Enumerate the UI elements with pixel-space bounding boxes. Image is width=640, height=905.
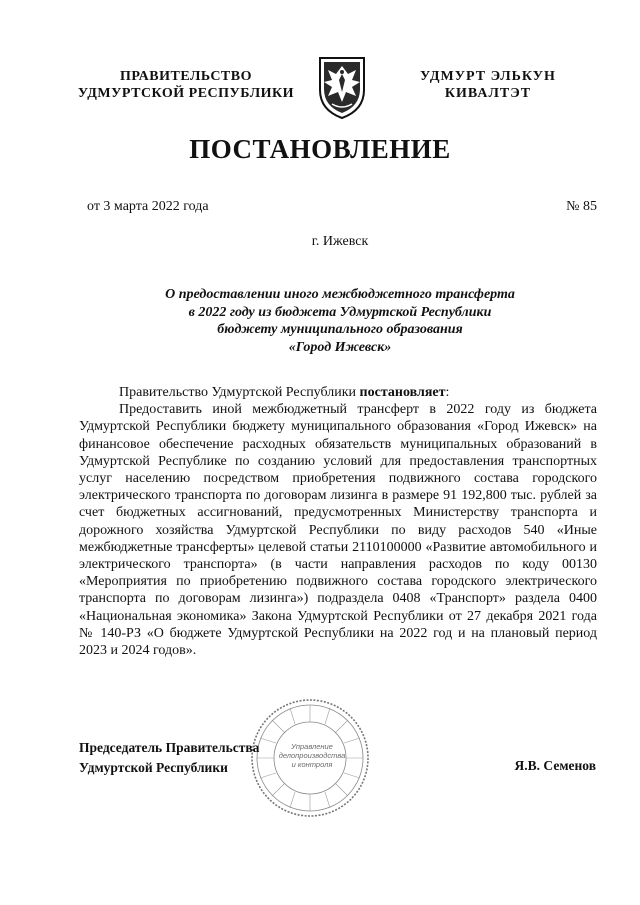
signer-position	[79, 738, 259, 778]
intro-text: Правительство Удмуртской Республики	[119, 385, 360, 400]
signer-position-line: Председатель Правительства	[79, 740, 260, 755]
stamp-line: делопроизводства	[278, 751, 346, 760]
document-date: от 3 марта 2022 года	[87, 199, 209, 214]
government-name-line: ПРАВИТЕЛЬСТВО	[120, 69, 252, 84]
document-type-title: ПОСТАНОВЛЕНИЕ	[189, 134, 451, 164]
subject-line: бюджету муниципального образования	[217, 322, 463, 337]
government-name-udmurt	[390, 68, 586, 102]
stamp-text	[276, 742, 348, 769]
subject-line: в 2022 году из бюджета Удмуртской Республики	[188, 304, 492, 320]
government-name-line: УДМУРТ ЭЛЬКУН	[420, 69, 556, 84]
document-subject	[100, 286, 580, 356]
main-paragraph: Предоставить иной межбюджетный трансферт в 2022 году из бюджета Удмуртской Республики бюджету муниципального образования «Город Ижевск» на финансовое обеспечение расходных обязательств муниципальных образований в Удмуртской Республике по созданию условий для предоставления транспортных услуг населению посредством приобретения подвижного состава городского электрического транспорта по договорам лизинга в размере 91 192,800 тыс. рублей за счет бюджетных ассигнований, предусмотренных Министерству транспорта и дорожного хозяйства Удмуртской Республики по виду расходов 540 «Иные межбюджетные трансферты» целевой статьи 2110100000 «Развитие автомобильного и электрического транспорта» (в части направления расходов по коду 00130 «Мероприятия по приобретению подвижного состава городского электрического транспорта по договорам лизинга») подраздела 0408 «Транспорт» раздела 0400 «Национальная экономика» Закона Удмуртской Республики от 27 декабря 2021 года № 140-РЗ «О бюджете Удмуртской Республики на 2022 год и на плановый период 2023 и 2024 годов».	[79, 402, 597, 659]
government-name-russian	[72, 68, 300, 102]
government-name-line: УДМУРТСКОЙ РЕСПУБЛИКИ	[77, 86, 295, 101]
stamp-line: и контроля	[291, 760, 333, 769]
document-body	[79, 384, 597, 659]
document-city: г. Ижевск	[311, 234, 369, 249]
subject-line: «Город Ижевск»	[288, 339, 392, 355]
government-name-line: КИВАЛТЭТ	[444, 86, 532, 101]
document-number: № 85	[566, 199, 597, 214]
stamp-line: Управление	[291, 742, 333, 751]
signer-position-line: Удмуртской Республики	[79, 760, 228, 775]
intro-punct: :	[445, 385, 450, 400]
subject-line: О предоставлении иного межбюджетного трансферта	[165, 287, 515, 302]
coat-of-arms-icon	[312, 52, 372, 120]
signer-name: Я.В. Семенов	[514, 758, 596, 773]
intro-paragraph	[79, 384, 597, 401]
resolves-word: постановляет	[359, 385, 446, 400]
